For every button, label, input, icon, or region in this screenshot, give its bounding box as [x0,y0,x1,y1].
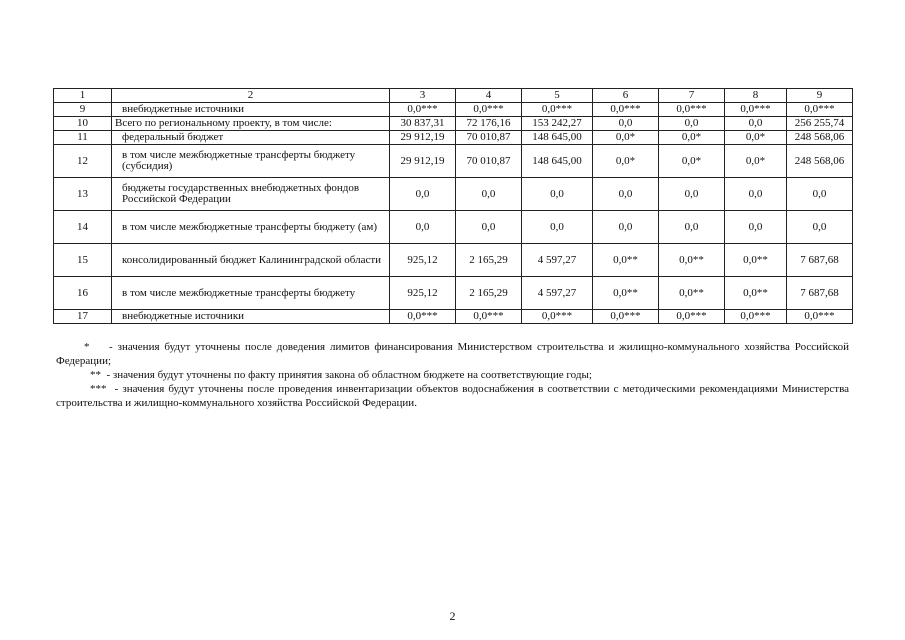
value-cell: 0,0 [456,178,522,211]
row-number: 12 [54,145,112,178]
value-cell: 0,0 [725,117,787,131]
value-cell: 0,0* [593,131,659,145]
footnote-mark: * [84,341,90,353]
value-cell: 0,0* [593,145,659,178]
value-cell: 0,0** [725,244,787,277]
row-number: 15 [54,244,112,277]
value-cell: 0,0 [787,178,853,211]
value-cell: 0,0 [659,178,725,211]
value-cell: 0,0 [390,178,456,211]
header-cell: 4 [456,89,522,103]
table-row [54,145,853,178]
table-row [54,244,853,277]
value-cell: 148 645,00 [522,131,593,145]
row-description: в том числе межбюджетные трансферты бюджету (субсидия) [112,145,390,178]
value-cell: 0,0* [725,131,787,145]
table-row [54,131,853,145]
value-cell: 0,0* [659,145,725,178]
header-cell: 5 [522,89,593,103]
header-cell: 9 [787,89,853,103]
footnotes [56,340,849,410]
footnote-text: - значения будут уточнены после доведения лимитов финансирования Министерством строительства и жилищно-коммунального хозяйства Российской Федерации; [56,341,850,367]
value-cell: 153 242,27 [522,117,593,131]
value-cell: 925,12 [390,244,456,277]
value-cell: 0,0 [593,211,659,244]
footnote-mark: *** [90,383,107,395]
value-cell: 0,0 [787,211,853,244]
row-description: бюджеты государственных внебюджетных фондов Российской Федерации [112,178,390,211]
value-cell: 248 568,06 [787,131,853,145]
header-cell: 6 [593,89,659,103]
row-description: федеральный бюджет [112,131,390,145]
value-cell: 0,0* [725,145,787,178]
value-cell: 0,0*** [390,103,456,117]
budget-table [53,88,853,324]
page-number: 2 [449,609,456,623]
value-cell: 0,0 [456,211,522,244]
value-cell: 0,0*** [593,310,659,324]
value-cell: 0,0** [659,277,725,310]
row-number: 16 [54,277,112,310]
value-cell: 0,0 [725,178,787,211]
value-cell: 0,0*** [522,310,593,324]
value-cell: 0,0*** [522,103,593,117]
table-row [54,103,853,117]
row-description: Всего по региональному проекту, в том числе: [112,117,390,131]
table-row [54,277,853,310]
footnote-3 [56,382,849,410]
value-cell: 29 912,19 [390,145,456,178]
value-cell: 0,0*** [659,310,725,324]
value-cell: 248 568,06 [787,145,853,178]
value-cell: 0,0 [593,117,659,131]
row-number: 13 [54,178,112,211]
value-cell: 0,0** [593,244,659,277]
row-description: внебюджетные источники [112,310,390,324]
row-number: 11 [54,131,112,145]
header-cell: 3 [390,89,456,103]
value-cell: 0,0 [522,211,593,244]
value-cell: 0,0*** [456,103,522,117]
value-cell: 7 687,68 [787,244,853,277]
value-cell: 29 912,19 [390,131,456,145]
value-cell: 256 255,74 [787,117,853,131]
row-number: 9 [54,103,112,117]
value-cell: 72 176,16 [456,117,522,131]
header-cell: 2 [112,89,390,103]
header-row [54,89,853,103]
table-row [54,310,853,324]
value-cell: 0,0 [725,211,787,244]
value-cell: 2 165,29 [456,244,522,277]
footnote-2 [56,368,849,382]
value-cell: 0,0 [659,211,725,244]
value-cell: 0,0** [593,277,659,310]
row-description: консолидированный бюджет Калининградской области [112,244,390,277]
value-cell: 30 837,31 [390,117,456,131]
value-cell: 0,0*** [787,103,853,117]
value-cell: 0,0*** [725,310,787,324]
value-cell: 0,0** [659,244,725,277]
value-cell: 0,0*** [787,310,853,324]
table-row [54,178,853,211]
value-cell: 70 010,87 [456,131,522,145]
row-number: 14 [54,211,112,244]
value-cell: 70 010,87 [456,145,522,178]
value-cell: 4 597,27 [522,277,593,310]
footnote-1 [56,340,849,368]
value-cell: 925,12 [390,277,456,310]
value-cell: 0,0 [593,178,659,211]
row-description: внебюджетные источники [112,103,390,117]
table-row [54,211,853,244]
row-description: в том числе межбюджетные трансферты бюджету [112,277,390,310]
value-cell: 148 645,00 [522,145,593,178]
header-cell: 8 [725,89,787,103]
footnote-text: - значения будут уточнены по факту принятия закона об областном бюджете на соответствующие годы; [106,369,592,381]
value-cell: 0,0*** [390,310,456,324]
row-number: 10 [54,117,112,131]
value-cell: 0,0 [659,117,725,131]
value-cell: 0,0* [659,131,725,145]
header-cell: 7 [659,89,725,103]
value-cell: 0,0*** [725,103,787,117]
value-cell: 0,0*** [593,103,659,117]
header-cell: 1 [54,89,112,103]
table-row [54,117,853,131]
value-cell: 0,0*** [456,310,522,324]
row-number: 17 [54,310,112,324]
value-cell: 0,0*** [659,103,725,117]
footnote-text: - значения будут уточнены после проведения инвентаризации объектов водоснабжения в соответствии с методическими рекомендациями Министерства строительства и жилищно-коммунального хозяйства Российской Федерации. [56,383,850,409]
row-description: в том числе межбюджетные трансферты бюджету (ам) [112,211,390,244]
value-cell: 2 165,29 [456,277,522,310]
value-cell: 0,0 [390,211,456,244]
value-cell: 4 597,27 [522,244,593,277]
value-cell: 0,0** [725,277,787,310]
value-cell: 0,0 [522,178,593,211]
value-cell: 7 687,68 [787,277,853,310]
footnote-mark: ** [90,369,101,381]
